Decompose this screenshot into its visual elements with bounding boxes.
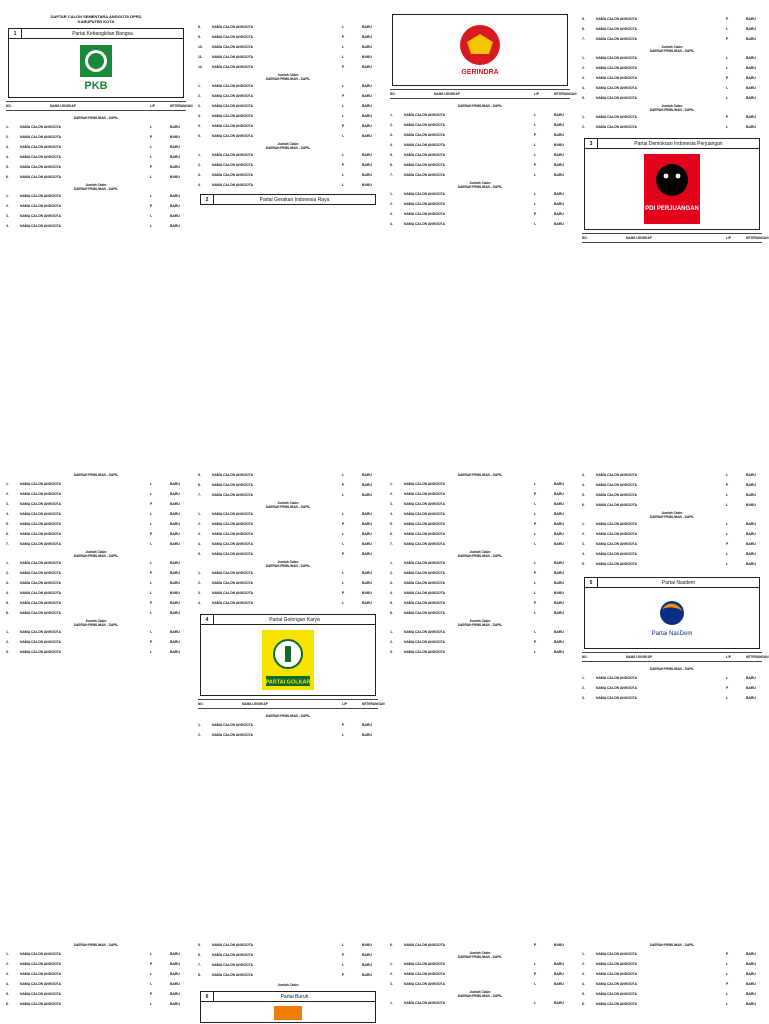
- table-row: 4. NAMA CALON ANGGOTA P BARU: [582, 483, 756, 487]
- party-bar: [201, 615, 375, 625]
- table-row: 4. NAMA CALON ANGGOTA L BARU: [390, 143, 564, 147]
- table-row: 2. NAMA CALON ANGGOTA P BARU: [6, 640, 180, 644]
- table-row: 5. NAMA CALON ANGGOTA P BARU: [198, 124, 372, 128]
- table-row: 5. NAMA CALON ANGGOTA L BARU: [198, 473, 372, 477]
- golkar-logo-text: PARTAI GOLKAR: [265, 679, 311, 686]
- dapil-heading: Jumlah Calon DAERAH PEMILIHAN - DAPIL: [649, 103, 695, 112]
- dapil-heading: Jumlah Calon DAERAH PEMILIHAN - DAPIL: [649, 44, 695, 53]
- golkar-logo: [201, 625, 375, 695]
- table-row: 3. NAMA CALON ANGGOTA L BARU: [6, 581, 180, 585]
- table-row: 1. NAMA CALON ANGGOTA L BARU: [198, 571, 372, 575]
- party-number: 2: [201, 195, 214, 204]
- table-row: 2. NAMA CALON ANGGOTA L BARU: [582, 962, 756, 966]
- table-row: 3. NAMA CALON ANGGOTA P BARU: [390, 212, 564, 216]
- dapil-heading: DAERAH PEMILIHAN - DAPIL: [649, 666, 695, 671]
- table-row: 3. NAMA CALON ANGGOTA L BARU: [6, 214, 180, 218]
- party-box-gerindra: [392, 14, 568, 86]
- dapil-heading: DAERAH PEMILIHAN - DAPIL: [457, 472, 503, 477]
- table-row: 5. NAMA CALON ANGGOTA P BARU: [6, 165, 180, 169]
- table-row: 3. NAMA CALON ANGGOTA L BARU: [6, 972, 180, 976]
- table-row: 7. NAMA CALON ANGGOTA L BARU: [390, 542, 564, 546]
- table-row: 1. NAMA CALON ANGGOTA L BARU: [390, 482, 564, 486]
- column-4: [576, 940, 768, 1024]
- table-row: 5. NAMA CALON ANGGOTA P BARU: [6, 992, 180, 996]
- nasdem-logo: [585, 588, 759, 648]
- party-number: 3: [585, 139, 598, 148]
- table-row: 4. NAMA CALON ANGGOTA L BARU: [198, 601, 372, 605]
- table-row: 8. NAMA CALON ANGGOTA L BARU: [198, 25, 372, 29]
- party-box-buruh: [200, 991, 376, 1023]
- table-row: 5. NAMA CALON ANGGOTA P BARU: [582, 17, 756, 21]
- party-number: 1: [9, 29, 22, 38]
- column-4: [576, 470, 768, 710]
- party-box-gerindra-header: [200, 194, 376, 205]
- table-row: 1. NAMA CALON ANGGOTA P BARU: [198, 723, 372, 727]
- column-2: [192, 940, 384, 1024]
- nasdem-logo-text: Partai NasDem: [651, 631, 693, 637]
- table-row: 1. NAMA CALON ANGGOTA L BARU: [582, 522, 756, 526]
- column-1: [0, 0, 192, 240]
- party-bar: [9, 29, 183, 39]
- table-row: 5. NAMA CALON ANGGOTA P BARU: [390, 601, 564, 605]
- table-row: 2. NAMA CALON ANGGOTA P BARU: [198, 522, 372, 526]
- table-row: 2. NAMA CALON ANGGOTA P BARU: [6, 135, 180, 139]
- table-row: 6. NAMA CALON ANGGOTA L BARU: [390, 611, 564, 615]
- table-row: 6. NAMA CALON ANGGOTA P BARU: [6, 532, 180, 536]
- table-row: 4. NAMA CALON ANGGOTA L BARU: [6, 512, 180, 516]
- table-row: 4. NAMA CALON ANGGOTA L BARU: [198, 114, 372, 118]
- table-row: 3. NAMA CALON ANGGOTA L BARU: [6, 145, 180, 149]
- gerindra-logo: [393, 15, 567, 85]
- table-row: 4. NAMA CALON ANGGOTA P BARU: [582, 982, 756, 986]
- table-row: 3. NAMA CALON ANGGOTA P BARU: [6, 502, 180, 506]
- table-row: 1. NAMA CALON ANGGOTA L BARU: [390, 561, 564, 565]
- party-name: Partai Kebangkitan Bangsa: [72, 30, 133, 37]
- table-row: 1. NAMA CALON ANGGOTA L BARU: [6, 194, 180, 198]
- table-row: 3. NAMA CALON ANGGOTA L BARU: [198, 173, 372, 177]
- dapil-heading: Jumlah Calon DAERAH PEMILIHAN - DAPIL: [649, 510, 695, 519]
- table-row: 4. NAMA CALON ANGGOTA L BARU: [582, 86, 756, 90]
- table-row: 2. NAMA CALON ANGGOTA L BARU: [582, 532, 756, 536]
- table-row: 6. NAMA CALON ANGGOTA L BARU: [390, 532, 564, 536]
- table-row: 6. NAMA CALON ANGGOTA L BARU: [6, 175, 180, 179]
- table-header: [6, 101, 193, 111]
- table-row: 4. NAMA CALON ANGGOTA L BARU: [390, 591, 564, 595]
- column-2: [192, 470, 385, 737]
- table-row: 4. NAMA CALON ANGGOTA L BARU: [390, 512, 564, 516]
- table-row: 3. NAMA CALON ANGGOTA P BARU: [198, 591, 372, 595]
- table-row: 1. NAMA CALON ANGGOTA L BARU: [6, 952, 180, 956]
- table-row: 2. NAMA CALON ANGGOTA L BARU: [198, 733, 372, 737]
- table-row: 2. NAMA CALON ANGGOTA P BARU: [6, 204, 180, 208]
- table-row: 6. NAMA CALON ANGGOTA P BARU: [198, 953, 372, 957]
- page-row-2: [0, 470, 769, 737]
- table-row: 5. NAMA CALON ANGGOTA L BARU: [390, 153, 564, 157]
- table-row: 3. NAMA CALON ANGGOTA P BARU: [582, 76, 756, 80]
- col-ket: KETERANGAN: [170, 104, 193, 108]
- party-name: Partai Buruh: [280, 993, 309, 1000]
- table-row: 5. NAMA CALON ANGGOTA L BARU: [582, 493, 756, 497]
- table-row: 1. NAMA CALON ANGGOTA L BARU: [6, 125, 180, 129]
- table-row: 5. NAMA CALON ANGGOTA L BARU: [6, 522, 180, 526]
- table-row: 4. NAMA CALON ANGGOTA L BARU: [198, 542, 372, 546]
- table-header: NO. NAMA LENGKAP L/P KETERANGAN: [582, 233, 762, 243]
- table-row: 3. NAMA CALON ANGGOTA L BARU: [582, 696, 756, 700]
- column-1: [0, 470, 192, 710]
- table-row: 6. NAMA CALON ANGGOTA L BARU: [582, 27, 756, 31]
- table-row: 5. NAMA CALON ANGGOTA L BARU: [198, 943, 372, 947]
- page-row-1: [0, 0, 768, 240]
- table-row: 1. NAMA CALON ANGGOTA L BARU: [6, 482, 180, 486]
- dapil-heading: Jumlah Calon DAERAH PEMILIHAN - DAPIL: [73, 618, 119, 627]
- table-row: 1. NAMA CALON ANGGOTA L BARU: [582, 676, 756, 680]
- pkb-logo-text: PKB: [84, 80, 108, 92]
- table-row: 2. NAMA CALON ANGGOTA P BARU: [198, 94, 372, 98]
- table-row: 1. NAMA CALON ANGGOTA L BARU: [198, 153, 372, 157]
- table-row: 3. NAMA CALON ANGGOTA L BARU: [390, 502, 564, 506]
- dapil-heading: DAERAH PEMILIHAN - DAPIL: [73, 472, 119, 477]
- dapil-heading: Jumlah Calon DAERAH PEMILIHAN - DAPIL: [73, 182, 119, 191]
- table-row: 6. NAMA CALON ANGGOTA L BARU: [6, 1002, 180, 1006]
- table-row: 3. NAMA CALON ANGGOTA L BARU: [198, 104, 372, 108]
- party-bar: [585, 139, 759, 149]
- document-title: [6, 14, 186, 24]
- table-row: 4. NAMA CALON ANGGOTA L BARU: [6, 155, 180, 159]
- table-row: 2. NAMA CALON ANGGOTA L BARU: [6, 492, 180, 496]
- table-row: 11. NAMA CALON ANGGOTA L BARU: [198, 55, 372, 59]
- column-1: [0, 940, 192, 1024]
- table-row: 4. NAMA CALON ANGGOTA L BARU: [198, 183, 372, 187]
- table-row: 5. NAMA CALON ANGGOTA L BARU: [582, 562, 756, 566]
- table-row: 3. NAMA CALON ANGGOTA L BARU: [582, 473, 756, 477]
- dapil-heading: Jumlah Calon DAERAH PEMILIHAN - DAPIL: [457, 180, 503, 189]
- column-4: [576, 0, 768, 240]
- table-row: 2. NAMA CALON ANGGOTA L BARU: [582, 66, 756, 70]
- table-row: 4. NAMA CALON ANGGOTA L BARU: [6, 982, 180, 986]
- table-row: 6. NAMA CALON ANGGOTA L BARU: [582, 503, 756, 507]
- table-row: 1. NAMA CALON ANGGOTA L BARU: [390, 630, 564, 634]
- table-row: 4. NAMA CALON ANGGOTA L BARU: [582, 552, 756, 556]
- gerindra-logo-text: GERINDRA: [461, 69, 499, 76]
- table-row: 6. NAMA CALON ANGGOTA L BARU: [6, 611, 180, 615]
- party-number: 4: [201, 615, 214, 624]
- table-header: NO. NAMA LENGKAP L/P KETERANGAN: [390, 89, 570, 99]
- dapil-heading: Jumlah Calon DAERAH PEMILIHAN - DAPIL: [457, 549, 503, 558]
- table-row: 2. NAMA CALON ANGGOTA L BARU: [390, 123, 564, 127]
- table-row: 7. NAMA CALON ANGGOTA L BARU: [198, 493, 372, 497]
- table-row: 1. NAMA CALON ANGGOTA L BARU: [6, 630, 180, 634]
- dapil-label: DAERAH PEMILIHAN - DAPIL: [73, 115, 119, 120]
- dapil-heading: Jumlah Calon DAERAH PEMILIHAN - DAPIL: [265, 141, 311, 150]
- table-row: 2. NAMA CALON ANGGOTA L BARU: [390, 202, 564, 206]
- table-row: 3. NAMA CALON ANGGOTA P BARU: [582, 542, 756, 546]
- table-header: NO. NAMA LENGKAP L/P KETERANGAN: [198, 699, 378, 709]
- dapil-heading: DAERAH PEMILIHAN - DAPIL: [457, 103, 503, 108]
- table-row: 1. NAMA CALON ANGGOTA L BARU: [198, 84, 372, 88]
- table-row: 2. NAMA CALON ANGGOTA P BARU: [390, 640, 564, 644]
- party-name: Partai Gerakan Indonesia Raya: [259, 196, 330, 203]
- table-row: 2. NAMA CALON ANGGOTA P BARU: [6, 962, 180, 966]
- table-row: 2. NAMA CALON ANGGOTA P BARU: [390, 972, 564, 976]
- table-row: 1. NAMA CALON ANGGOTA L BARU: [390, 113, 564, 117]
- table-row: 5. NAMA CALON ANGGOTA P BARU: [390, 522, 564, 526]
- table-row: 5. NAMA CALON ANGGOTA L BARU: [582, 96, 756, 100]
- table-row: 3. NAMA CALON ANGGOTA L BARU: [390, 982, 564, 986]
- table-row: 1. NAMA CALON ANGGOTA L BARU: [390, 1001, 564, 1005]
- pkb-logo: [9, 39, 183, 97]
- party-name: Partai Demokrasi Indonesia Perjuangan: [634, 140, 723, 147]
- party-bar: [201, 195, 375, 204]
- dapil-heading: Jumlah Calon DAERAH PEMILIHAN - DAPIL: [457, 618, 503, 627]
- table-row: 1. NAMA CALON ANGGOTA P BARU: [582, 952, 756, 956]
- table-row: 6. NAMA CALON ANGGOTA P BARU: [390, 943, 564, 947]
- table-row: 5. NAMA CALON ANGGOTA P BARU: [6, 601, 180, 605]
- column-3: [384, 470, 576, 710]
- party-number: 5: [585, 578, 598, 587]
- dapil-heading: Jumlah Calon DAERAH PEMILIHAN - DAPIL: [457, 989, 503, 998]
- table-row: 2. NAMA CALON ANGGOTA L BARU: [582, 125, 756, 129]
- party-box-nasdem: [584, 577, 760, 649]
- col-lp: L/P: [150, 104, 155, 108]
- table-row: 7. NAMA CALON ANGGOTA L BARU: [6, 542, 180, 546]
- table-row: 5. NAMA CALON ANGGOTA P BARU: [198, 552, 372, 556]
- table-row: 4. NAMA CALON ANGGOTA L BARU: [6, 224, 180, 228]
- table-header: NO. NAMA LENGKAP L/P KETERANGAN: [582, 652, 762, 662]
- table-row: 8. NAMA CALON ANGGOTA P BARU: [198, 973, 372, 977]
- table-row: 2. NAMA CALON ANGGOTA L BARU: [198, 581, 372, 585]
- table-row: 1. NAMA CALON ANGGOTA L BARU: [390, 192, 564, 196]
- dapil-heading: Jumlah Calon DAERAH PEMILIHAN - DAPIL: [73, 549, 119, 558]
- table-row: 3. NAMA CALON ANGGOTA L BARU: [390, 581, 564, 585]
- dapil-heading: DAERAH PEMILIHAN - DAPIL: [265, 713, 311, 718]
- col-name: NAMA LENGKAP: [50, 104, 76, 108]
- table-row: 6. NAMA CALON ANGGOTA L BARU: [582, 1002, 756, 1006]
- column-3: [384, 0, 576, 240]
- table-row: 1. NAMA CALON ANGGOTA L BARU: [198, 512, 372, 516]
- table-row: 4. NAMA CALON ANGGOTA L BARU: [390, 222, 564, 226]
- page-row-3: [0, 940, 768, 1024]
- dapil-heading: Jumlah Calon DAERAH PEMILIHAN - DAPIL: [265, 72, 311, 81]
- pdip-logo: [585, 149, 759, 229]
- table-row: 2. NAMA CALON ANGGOTA P BARU: [582, 686, 756, 690]
- table-row: 2. NAMA CALON ANGGOTA P BARU: [6, 571, 180, 575]
- pdip-logo-text: PDI PERJUANGAN: [645, 206, 699, 212]
- table-row: 2. NAMA CALON ANGGOTA P BARU: [390, 571, 564, 575]
- table-row: 7. NAMA CALON ANGGOTA L BARU: [198, 963, 372, 967]
- party-bar: [201, 992, 375, 1002]
- table-row: 5. NAMA CALON ANGGOTA L BARU: [582, 992, 756, 996]
- table-row: 3. NAMA CALON ANGGOTA L BARU: [390, 650, 564, 654]
- column-2: [192, 0, 384, 240]
- party-bar: [585, 578, 759, 588]
- table-row: 1. NAMA CALON ANGGOTA L BARU: [582, 56, 756, 60]
- party-name: Partai Nasdem: [661, 579, 696, 586]
- table-row: 3. NAMA CALON ANGGOTA L BARU: [198, 532, 372, 536]
- column-3: [384, 940, 576, 1024]
- table-row: 3. NAMA CALON ANGGOTA P BARU: [390, 133, 564, 137]
- dapil-heading: [6, 113, 186, 122]
- table-row: 4. NAMA CALON ANGGOTA L BARU: [6, 591, 180, 595]
- table-row: 1. NAMA CALON ANGGOTA L BARU: [6, 561, 180, 565]
- dapil-heading: Jumlah Calon DAERAH PEMILIHAN - DAPIL: [265, 500, 311, 509]
- table-row: 6. NAMA CALON ANGGOTA P BARU: [390, 163, 564, 167]
- table-row: 9. NAMA CALON ANGGOTA P BARU: [198, 35, 372, 39]
- table-row: 1. NAMA CALON ANGGOTA P BARU: [582, 115, 756, 119]
- table-row: 12. NAMA CALON ANGGOTA P BARU: [198, 65, 372, 69]
- table-row: 7. NAMA CALON ANGGOTA P BARU: [582, 37, 756, 41]
- table-row: 1. NAMA CALON ANGGOTA L BARU: [390, 962, 564, 966]
- party-box-pdip: [584, 138, 760, 230]
- col-no: NO.: [6, 104, 12, 108]
- party-number: 6: [201, 992, 214, 1001]
- party-box-pkb: [8, 28, 184, 98]
- table-row: 2. NAMA CALON ANGGOTA P BARU: [198, 163, 372, 167]
- dapil-heading: Jumlah Calon: [277, 982, 299, 987]
- dapil-heading: Jumlah Calon DAERAH PEMILIHAN - DAPIL: [457, 950, 503, 959]
- table-row: 6. NAMA CALON ANGGOTA L BARU: [198, 134, 372, 138]
- dapil-heading: DAERAH PEMILIHAN - DAPIL: [73, 942, 119, 947]
- party-box-golkar: [200, 614, 376, 696]
- title-line-1: DAFTAR CALON SEMENTARA ANGGOTA DPRD: [50, 14, 142, 19]
- table-row: 6. NAMA CALON ANGGOTA P BARU: [198, 483, 372, 487]
- table-row: 10. NAMA CALON ANGGOTA L BARU: [198, 45, 372, 49]
- table-row: 3. NAMA CALON ANGGOTA L BARU: [582, 972, 756, 976]
- table-row: 3. NAMA CALON ANGGOTA L BARU: [6, 650, 180, 654]
- party-name: Partai Golongan Karya: [269, 616, 320, 623]
- title-line-2: KABUPATEN KOTA: [77, 19, 115, 24]
- table-row: 2. NAMA CALON ANGGOTA P BARU: [390, 492, 564, 496]
- dapil-heading: DAERAH PEMILIHAN - DAPIL: [649, 942, 695, 947]
- dapil-heading: Jumlah Calon DAERAH PEMILIHAN - DAPIL: [265, 559, 311, 568]
- table-row: 7. NAMA CALON ANGGOTA L BARU: [390, 173, 564, 177]
- buruh-logo: [201, 1002, 375, 1022]
